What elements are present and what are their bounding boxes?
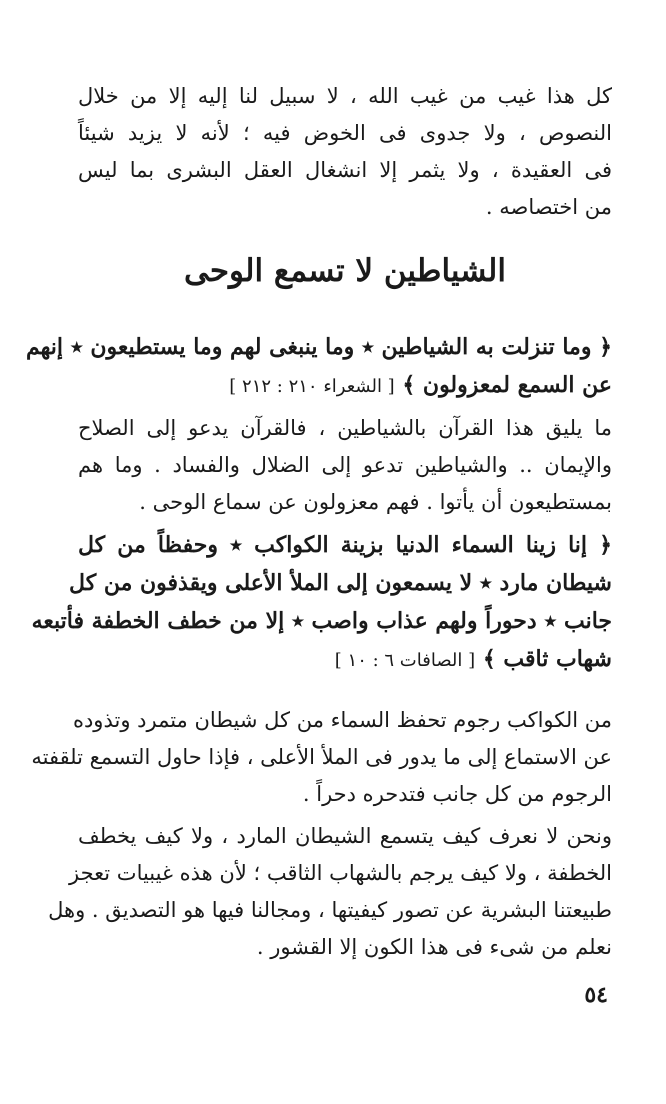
verse-text: شهاب ثاقب ﴾ — [482, 646, 612, 672]
verse-line: شيطان مارد ٭ لا يسمعون إلى الملأ الأعلى ويقذفون من كل — [69, 570, 612, 596]
commentary-line: نعلم من شىء فى هذا الكون إلا القشور . — [256, 935, 612, 959]
verse-line: جانب ٭ دحوراً ولهم عذاب واصب ٭ إلا من خطف الخطفة فأتبعه — [31, 608, 612, 634]
commentary-line: والإيمان .. والشياطين تدعو إلى الضلال والفساد . وما هم — [78, 453, 612, 477]
commentary-line: من الكواكب رجوم تحفظ السماء من كل شيطان متمرد وتذوده — [72, 708, 612, 732]
verse-text: عن السمع لمعزولون ﴾ — [402, 372, 612, 398]
verse-reference: [ الصافات ٦ : ١٠ ] — [334, 650, 476, 671]
quran-verse-ash-shuara — [26, 328, 612, 406]
verse-line: ﴿ وما تنزلت به الشياطين ٭ وما ينبغى لهم وما يستطيعون ٭ إنهم — [26, 334, 612, 360]
commentary-line: ونحن لا نعرف كيف يتسمع الشيطان المارد ، ولا كيف يخطف — [78, 824, 612, 848]
commentary-paragraph-2 — [31, 702, 612, 813]
intro-paragraph — [78, 78, 612, 226]
commentary-line: عن الاستماع إلى ما يدور فى الملأ الأعلى ، فإذا حاول التسمع تلقفته — [31, 745, 612, 769]
commentary-line: طبيعتنا البشرية عن تصور كيفيتها ، ومجالنا فيها هو التصديق . وهل — [48, 898, 612, 922]
page-number: ٥٤ — [584, 982, 608, 1008]
commentary-line: بمستطيعون أن يأتوا . فهم معزولون عن سماع الوحى . — [139, 490, 612, 514]
commentary-line: الخطفة ، ولا كيف يرجم بالشهاب الثاقب ؛ لأن هذه غيبيات تعجز — [69, 861, 612, 885]
verse-line: ﴿ إنا زينا السماء الدنيا بزينة الكواكب ٭ وحفظاً من كل — [78, 532, 612, 558]
intro-line: فى العقيدة ، ولا يثمر إلا انشغال العقل البشرى بما ليس — [78, 158, 612, 182]
verse-line — [78, 640, 612, 680]
commentary-paragraph-3 — [48, 818, 612, 966]
quran-verse-as-saffat — [31, 526, 612, 680]
verse-line — [78, 366, 612, 406]
commentary-line: ما يليق هذا القرآن بالشياطين ، فالقرآن يدعو إلى الصلاح — [78, 416, 612, 440]
verse-reference: [ الشعراء ٢١٠ : ٢١٢ ] — [229, 376, 395, 397]
intro-line: من اختصاصه . — [485, 195, 612, 219]
section-title: الشياطين لا تسمع الوحى — [184, 253, 506, 289]
intro-line: النصوص ، ولا جدوى فى الخوض فيه ؛ لأنه لا يزيد شيئاً — [78, 121, 612, 145]
commentary-line: الرجوم من كل جانب فتدحره دحراً . — [302, 782, 612, 806]
intro-line: كل هذا غيب من غيب الله ، لا سبيل لنا إليه إلا من خلال — [78, 84, 612, 108]
commentary-paragraph-1 — [78, 410, 612, 521]
